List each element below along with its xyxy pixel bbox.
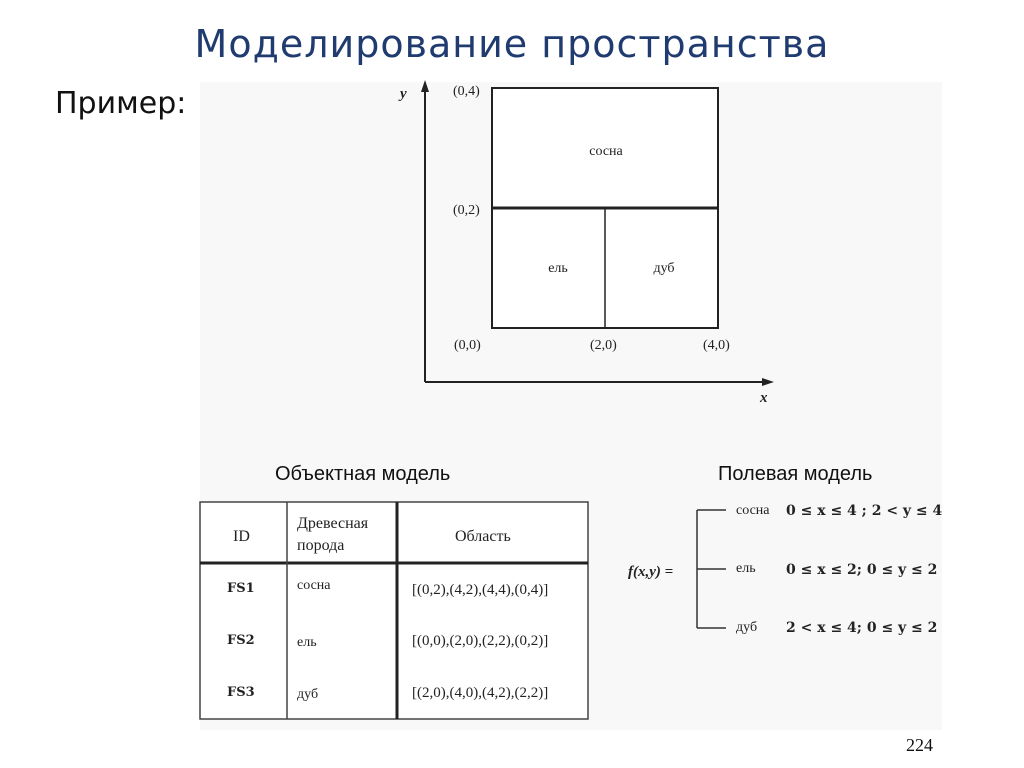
table-cell-id: FS1 bbox=[227, 581, 255, 596]
object-model-heading: Объектная модель bbox=[275, 463, 451, 485]
slide-title: Моделирование пространства bbox=[194, 22, 830, 66]
table-cell-area: [(0,2),(4,2),(4,4),(0,4)] bbox=[412, 582, 549, 598]
table-header-id: ID bbox=[233, 528, 250, 545]
field-model-heading: Полевая модель bbox=[718, 463, 873, 485]
table-cell-species: ель bbox=[297, 635, 317, 650]
point-label-2-0: (2,0) bbox=[590, 338, 617, 353]
object-model-table bbox=[200, 502, 588, 719]
table-header-species-line2: порода bbox=[297, 537, 345, 554]
field-case-label: дуб bbox=[736, 620, 758, 635]
page-number: 224 bbox=[906, 735, 933, 755]
field-model bbox=[628, 503, 943, 636]
x-axis-label: x bbox=[760, 390, 768, 406]
table-cell-species: сосна bbox=[297, 578, 331, 593]
x-axis-arrow bbox=[762, 378, 774, 386]
y-axis-label: y bbox=[400, 86, 407, 102]
table-cell-id: FS3 bbox=[227, 685, 255, 700]
region-label-bottom-left: ель bbox=[548, 261, 568, 276]
point-label-4-0: (4,0) bbox=[703, 338, 730, 353]
field-function-label: f(x,y) = bbox=[628, 564, 674, 580]
field-case-condition: 2 < x ≤ 4; 0 ≤ y ≤ 2 bbox=[786, 620, 938, 636]
field-case-condition: 0 ≤ x ≤ 4 ; 2 < y ≤ 4 bbox=[786, 503, 943, 519]
field-case-label: ель bbox=[736, 561, 756, 576]
point-label-0-4: (0,4) bbox=[453, 84, 480, 99]
point-label-0-2: (0,2) bbox=[453, 203, 480, 218]
table-header-species-line1: Древесная bbox=[297, 515, 369, 532]
example-label: Пример: bbox=[55, 86, 187, 121]
table-header-area: Область bbox=[455, 528, 511, 545]
field-case-label: сосна bbox=[736, 503, 770, 518]
field-case-condition: 0 ≤ x ≤ 2; 0 ≤ y ≤ 2 bbox=[786, 562, 938, 578]
field-case bbox=[736, 620, 937, 636]
table-cell-species: дуб bbox=[297, 687, 319, 702]
y-axis-arrow bbox=[421, 80, 429, 92]
region-label-bottom-right: дуб bbox=[653, 261, 675, 276]
table-cell-area: [(2,0),(4,0),(4,2),(2,2)] bbox=[412, 685, 549, 701]
field-case bbox=[736, 503, 943, 519]
field-case bbox=[736, 561, 937, 578]
table-cell-id: FS2 bbox=[227, 633, 255, 648]
coordinate-diagram bbox=[398, 80, 774, 406]
point-label-0-0: (0,0) bbox=[454, 338, 481, 353]
region-label-top: сосна bbox=[589, 144, 623, 159]
table-cell-area: [(0,0),(2,0),(2,2),(0,2)] bbox=[412, 633, 549, 649]
